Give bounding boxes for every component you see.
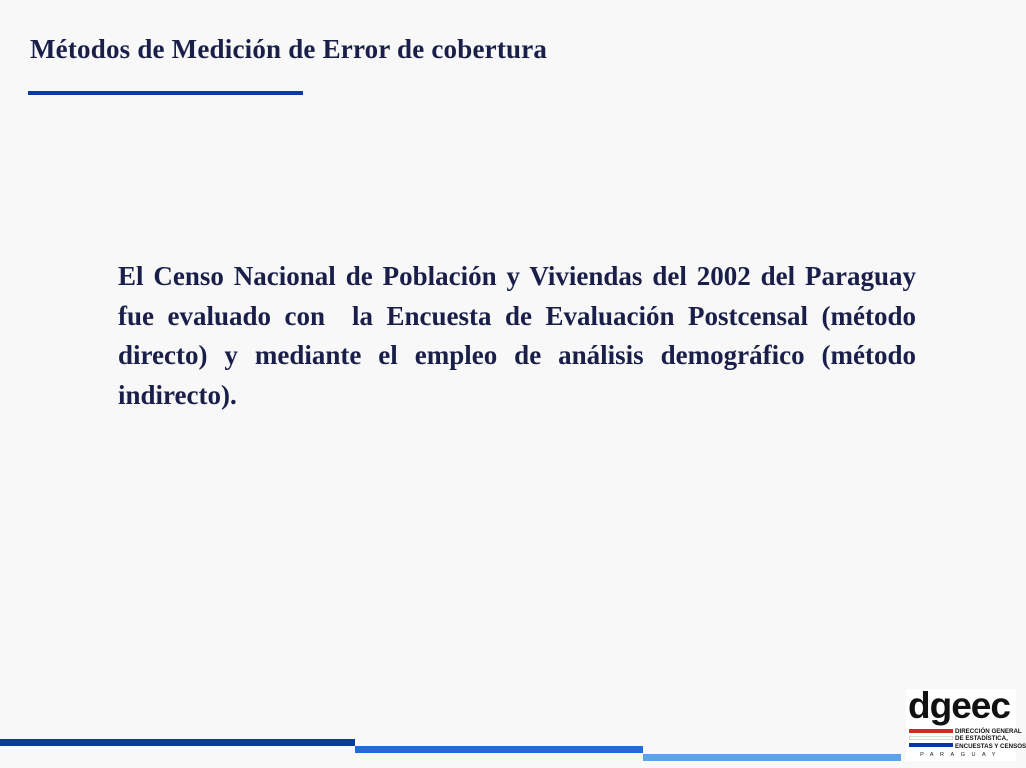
logo-line: ENCUESTAS Y CENSOS bbox=[955, 742, 1026, 750]
footer-bar-mid-blue bbox=[355, 746, 643, 753]
flag-stripe-blue bbox=[909, 743, 953, 747]
logo-line: DE ESTADÍSTICA, bbox=[955, 735, 1008, 743]
dgeec-logo bbox=[906, 685, 1026, 761]
flag-stripe-red bbox=[909, 729, 953, 733]
flag-stripes-icon bbox=[909, 729, 953, 750]
logo-line: DIRECCIÓN GENERAL bbox=[955, 728, 1022, 735]
body-paragraph: El Censo Nacional de Población y Viviendas del 2002 del Paraguay fue evaluado con la Encuesta de Evaluación Postcensal (método directo) y mediante el empleo de análisis demográfico (método indirecto). bbox=[118, 261, 923, 410]
footer-bar-dark-blue bbox=[0, 739, 355, 746]
slide-title: Métodos de Medición de Error de cobertura bbox=[30, 34, 548, 64]
logo-wordmark: dgeec bbox=[908, 685, 1010, 726]
footer-bar-light-blue bbox=[643, 754, 901, 761]
logo-country: PARAGUAY bbox=[920, 752, 1002, 758]
logo-institution-name bbox=[955, 728, 1026, 750]
title-underline bbox=[28, 91, 303, 95]
flag-stripe-white bbox=[909, 736, 953, 740]
